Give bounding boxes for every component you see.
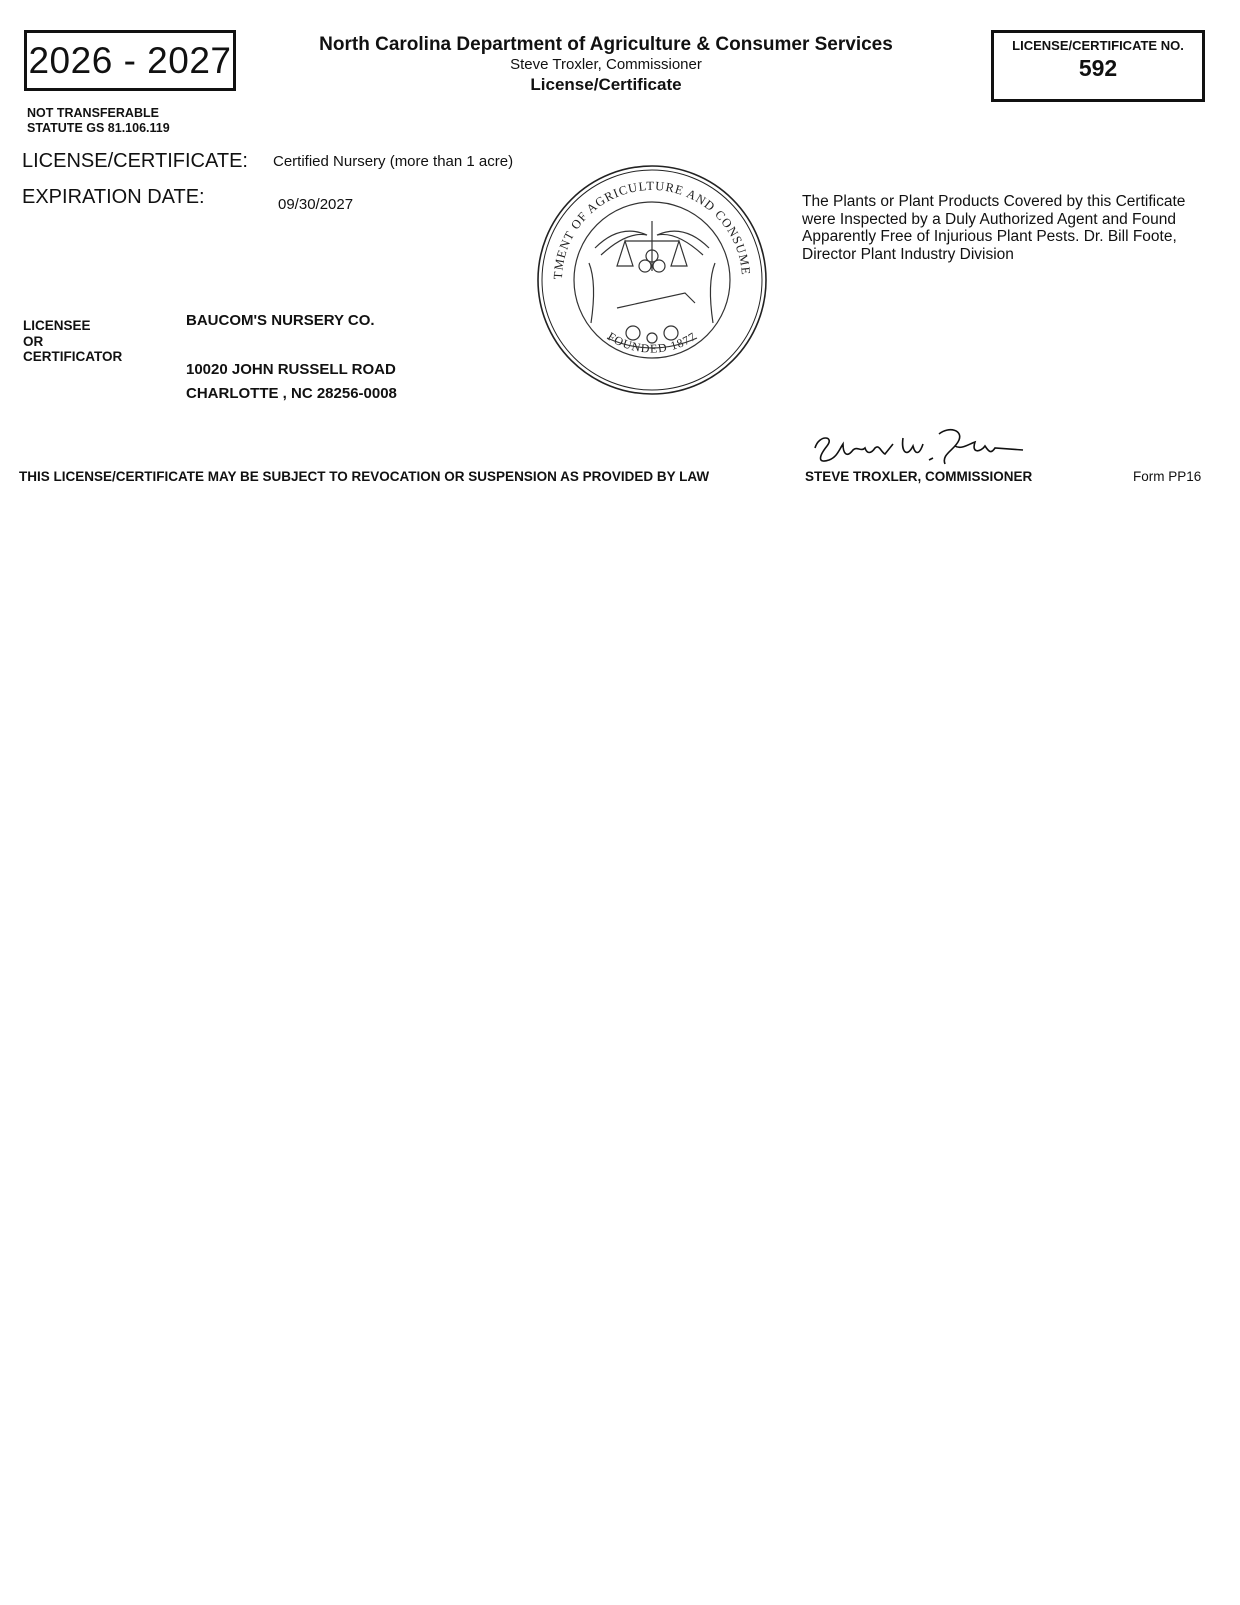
licensee-street: 10020 JOHN RUSSELL ROAD (186, 361, 396, 378)
commissioner-subtitle: Steve Troxler, Commissioner (510, 56, 702, 73)
form-id: Form PP16 (1133, 469, 1202, 484)
licensee-city-state-zip: CHARLOTTE , NC 28256-0008 (186, 385, 397, 402)
svg-text:N.C. DEPARTMENT OF AGRICULTURE (535, 163, 753, 280)
not-transferable-text: NOT TRANSFERABLE (27, 106, 159, 120)
seal-top-text: TMENT OF AGRICULTURE AND CONSUME (550, 178, 753, 280)
department-seal (535, 163, 769, 397)
commissioner-name: STEVE TROXLER, COMMISSIONER (805, 469, 1033, 484)
license-number-label: LICENSE/CERTIFICATE NO. (1012, 38, 1184, 53)
license-years: 2026 - 2027 (28, 39, 232, 81)
license-years-box (24, 30, 236, 91)
license-number: 592 (1078, 55, 1118, 81)
license-type-value: Certified Nursery (more than 1 acre) (273, 153, 514, 170)
expiration-date-value: 09/30/2027 (278, 196, 354, 213)
revocation-notice: THIS LICENSE/CERTIFICATE MAY BE SUBJECT TO REVOCATION OR SUSPENSION AS PROVIDED BY LAW (19, 469, 710, 484)
expiration-date-label: EXPIRATION DATE: (22, 186, 205, 208)
license-type-label: LICENSE/CERTIFICATE: (22, 150, 248, 172)
document-type: License/Certificate (530, 75, 682, 94)
licensee-label-line1: LICENSEE (23, 318, 91, 333)
licensee-label-line3: CERTIFICATOR (23, 349, 123, 364)
statute-text: STATUTE GS 81.106.119 (27, 121, 170, 135)
commissioner-signature (809, 424, 1029, 474)
document-header (300, 34, 912, 95)
licensee-label (23, 318, 122, 365)
licensee-label-line2: OR (23, 333, 44, 349)
licensee-name: BAUCOM'S NURSERY CO. (186, 312, 375, 329)
license-number-box (991, 30, 1205, 102)
transfer-notice (27, 106, 170, 136)
inspection-statement: The Plants or Plant Products Covered by this Certificate were Inspected by a Duly Authorized Agent and Found Apparently Free of Injurious Plant Pests. Dr. Bill Foote, Director Plant Industry Division (802, 193, 1186, 263)
seal-bottom-text: FOUNDED 1877 (605, 329, 699, 356)
department-name: North Carolina Department of Agriculture & Consumer Services (319, 34, 893, 55)
